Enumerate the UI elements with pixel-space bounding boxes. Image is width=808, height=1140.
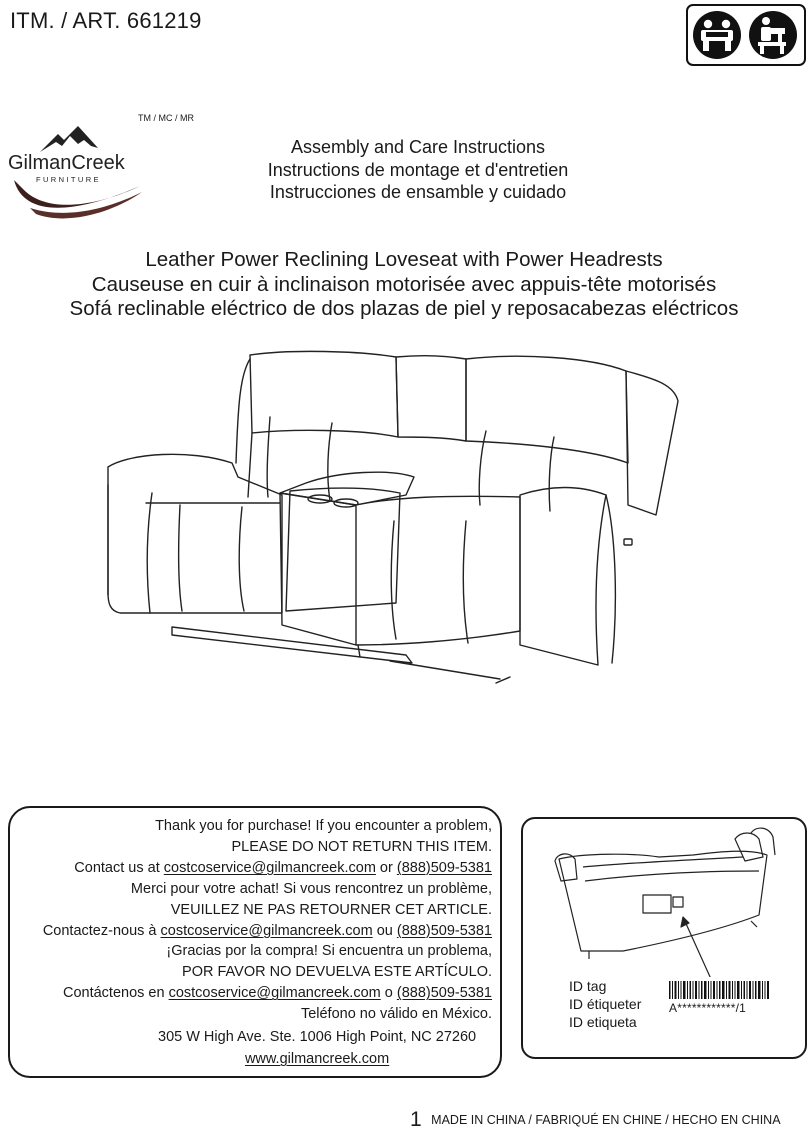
seat-right (356, 496, 520, 645)
page-number: 1 (410, 1108, 422, 1131)
address-block (158, 1026, 476, 1070)
email-link[interactable]: costcoservice@gilmancreek.com (163, 859, 376, 876)
assembly-icons (688, 6, 804, 64)
backrest-left (250, 351, 398, 437)
two-person-assembly-icon (693, 11, 741, 59)
product-name-en: Leather Power Reclining Loveseat with Power Headrests (145, 248, 663, 271)
trademark-label: TM / MC / MR (138, 113, 194, 123)
assembly-icons-box (686, 4, 806, 66)
power-button-icon (624, 539, 632, 545)
thanks-fr: Merci pour votre achat! Si vous rencontrez un problème, (130, 880, 492, 897)
footer (410, 1108, 781, 1132)
loveseat-illustration (100, 345, 685, 690)
email-link[interactable]: costcoservice@gilmancreek.com (168, 985, 381, 1002)
product-name-es: Sofá reclinable eléctrico de dos plazas de piel y reposacabezas eléctricos (69, 297, 739, 320)
armrest-right (520, 488, 606, 666)
barcode-icon (669, 981, 771, 999)
phone-link[interactable]: (888)509-5381 (396, 985, 492, 1002)
id-tag-box (521, 817, 807, 1059)
console (280, 493, 356, 645)
website-link[interactable]: www.gilmancreek.com (244, 1051, 390, 1067)
loveseat-back-illustration (523, 819, 805, 977)
thanks-en: Thank you for purchase! If you encounter a problem, (155, 818, 492, 834)
thanks-es: ¡Gracias por la compra! Si encuentra un problema, (166, 943, 492, 960)
made-in-label: MADE IN CHINA / FABRIQUÉ EN CHINE / HECHO EN CHINA (431, 1113, 781, 1127)
title-fr: Instructions de montage et d'entretien (267, 159, 569, 180)
address: 305 W High Ave. Ste. 1006 High Point, NC 27260 (158, 1029, 477, 1045)
title-en: Assembly and Care Instructions (290, 137, 546, 157)
warning-es: POR FAVOR NO DEVUELVA ESTE ARTÍCULO. (182, 964, 492, 981)
backrest-middle (396, 356, 466, 441)
headrest-right (626, 371, 678, 515)
contact-line-fr: Contactez-nous à costcoservice@gilmancreek.com ou (888)509-5381 (42, 922, 492, 939)
contact-lines (43, 816, 492, 1025)
serial-number: A************/1 (669, 1001, 747, 1015)
brand-name: GilmanCreek (8, 152, 125, 174)
pointer-arrow (683, 917, 711, 977)
id-label-en: ID tag (569, 978, 607, 994)
phone-link[interactable]: (888)509-5381 (396, 859, 492, 876)
title-es: Instrucciones de ensamble y cuidado (269, 182, 567, 202)
id-label-es: ID etiqueta (569, 1014, 637, 1030)
backrest-right (466, 356, 628, 463)
product-names (0, 248, 808, 322)
id-label-fr: ID étiqueter (569, 996, 642, 1012)
contact-line-es: Contáctenos en costcoservice@gilmancreek.com o (888)509-5381 (62, 985, 492, 1002)
phone-link[interactable]: (888)509-5381 (396, 922, 492, 939)
id-label-panel (643, 895, 671, 913)
warning-en: PLEASE DO NOT RETURN THIS ITEM. (231, 838, 492, 855)
warning-fr: VEUILLEZ NE PAS RETOURNER CET ARTICLE. (170, 901, 492, 918)
mountain-icon (40, 126, 98, 152)
power-tool-assembly-icon (749, 11, 797, 59)
contact-box (8, 806, 502, 1078)
brand-tagline: FURNITURE (36, 175, 101, 184)
instruction-titles (210, 136, 626, 204)
contact-line-en: Contact us at costcoservice@gilmancreek.com or (888)509-5381 (74, 859, 492, 876)
armrest-left (108, 454, 282, 613)
gilmancreek-logo (6, 122, 146, 222)
item-number: ITM. / ART. 661219 (10, 8, 202, 33)
product-name-fr: Causeuse en cuir à inclinaison motorisée avec appuis-tête motorisés (91, 272, 717, 296)
id-tag-labels (569, 977, 641, 1031)
brand-logo (6, 122, 146, 222)
email-link[interactable]: costcoservice@gilmancreek.com (160, 922, 373, 939)
phone-note-es: Teléfono no válido en México. (300, 1006, 492, 1023)
